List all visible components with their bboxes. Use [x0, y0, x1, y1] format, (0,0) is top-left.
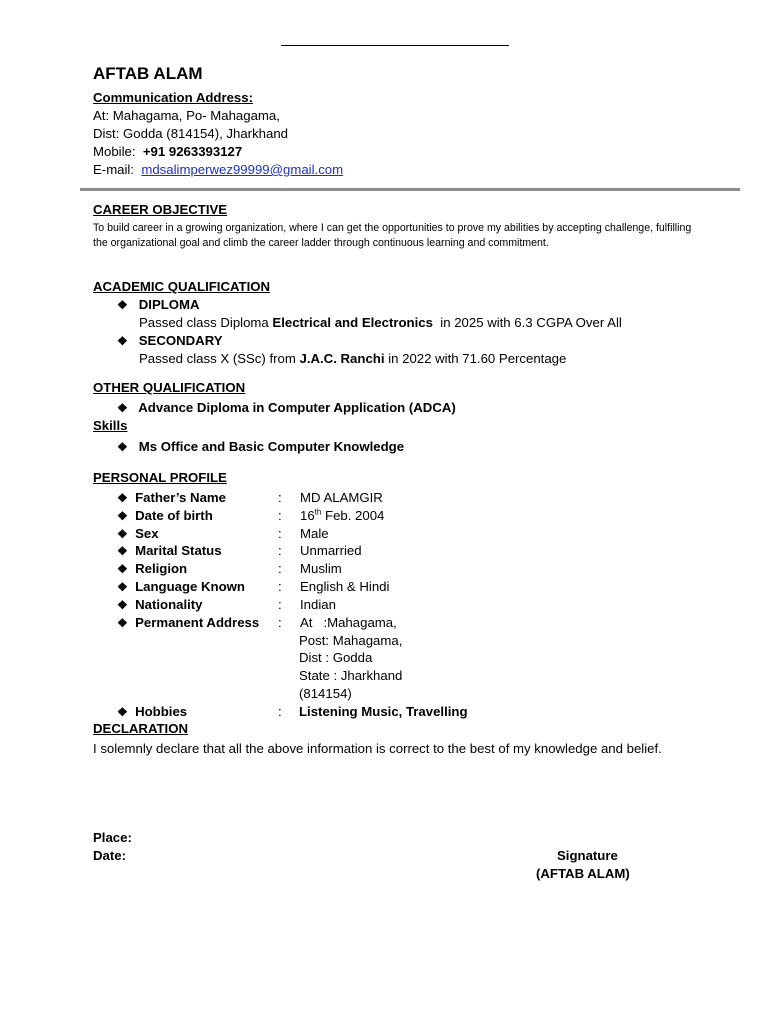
skills-heading: Skills: [93, 418, 128, 433]
other-qualification-heading: OTHER QUALIFICATION: [93, 380, 246, 395]
profile-value: Listening Music, Travelling: [299, 704, 468, 719]
academic-item-diploma: [117, 297, 200, 312]
address-extra-line: (814154): [299, 686, 352, 701]
profile-value: [300, 508, 384, 523]
date-label: Date:: [93, 848, 126, 863]
declaration-text: I solemnly declare that all the above information is correct to the best of my knowledge and belief.: [93, 741, 662, 756]
profile-row-label: [117, 561, 187, 576]
top-rule: [281, 45, 509, 46]
other-qualification-text: Advance Diploma in Computer Application (ADCA): [138, 400, 456, 415]
profile-colon: :: [278, 490, 282, 505]
header-divider: [80, 188, 740, 191]
profile-value: Indian: [300, 597, 336, 612]
bullet-icon: ❖: [117, 544, 128, 558]
bullet-icon: ❖: [117, 509, 128, 523]
skills-text: Ms Office and Basic Computer Knowledge: [138, 439, 405, 454]
address-extra-line: State : Jharkhand: [299, 668, 403, 683]
profile-value: Muslim: [300, 561, 342, 576]
academic-item-secondary: [117, 333, 223, 348]
dob-month-year: Feb. 2004: [321, 508, 385, 523]
email-label: E-mail:: [93, 162, 135, 177]
profile-row-label: [117, 508, 213, 523]
dob-suffix: th: [314, 507, 322, 517]
career-objective-heading: CAREER OBJECTIVE: [93, 202, 228, 217]
profile-colon: :: [278, 704, 282, 719]
address-label: Communication Address:: [93, 90, 253, 105]
profile-label-text: Date of birth: [135, 508, 213, 523]
detail-post: in 2022 with 71.60 Percentage: [388, 351, 567, 366]
profile-label-text: Sex: [135, 526, 159, 541]
profile-value: Unmarried: [300, 543, 362, 558]
email-link[interactable]: mdsalimperwez99999@gmail.com: [141, 162, 344, 177]
profile-row-label: [117, 704, 187, 719]
career-objective-text: To build career in a growing organization, where I can get the opportunities to prove my abilities by accepting challenge, fulfilling the organizational goal and climb the career ladder through continuous learning and commitment.: [93, 222, 692, 250]
address-extra-line: Post: Mahagama,: [299, 633, 403, 648]
detail-bold: J.A.C. Ranchi: [299, 351, 385, 366]
declaration-heading: DECLARATION: [93, 721, 188, 736]
detail-bold: Electrical and Electronics: [272, 315, 433, 330]
profile-colon: :: [278, 543, 282, 558]
address-line-2: Dist: Godda (814154), Jharkhand: [93, 126, 288, 141]
place-label: Place:: [93, 830, 132, 845]
profile-label-text: Permanent Address: [135, 615, 260, 630]
bullet-icon: ❖: [117, 334, 128, 348]
profile-label-text: Marital Status: [135, 543, 222, 558]
profile-value: MD ALAMGIR: [300, 490, 383, 505]
detail-post: in 2025 with 6.3 CGPA Over All: [440, 315, 622, 330]
academic-item-detail: [139, 351, 566, 366]
profile-colon: :: [278, 561, 282, 576]
profile-colon: :: [278, 597, 282, 612]
address-line-1: At: Mahagama, Po- Mahagama,: [93, 108, 280, 123]
address-extra-line: Dist : Godda: [299, 650, 373, 665]
mobile-label: Mobile:: [93, 144, 136, 159]
candidate-name: AFTAB ALAM: [93, 64, 203, 83]
profile-label-text: Nationality: [135, 597, 203, 612]
mobile-number: +91 9263393127: [142, 144, 243, 159]
profile-value: At :Mahagama,: [300, 615, 397, 630]
mobile-line: [93, 144, 242, 159]
bullet-icon: ❖: [117, 598, 128, 612]
academic-item-title: SECONDARY: [138, 333, 223, 348]
bullet-icon: ❖: [117, 491, 128, 505]
detail-pre: Passed class Diploma: [139, 315, 269, 330]
profile-label-text: Religion: [135, 561, 188, 576]
personal-profile-heading: PERSONAL PROFILE: [93, 470, 227, 485]
bullet-icon: ❖: [117, 562, 128, 576]
signature-name: (AFTAB ALAM): [536, 866, 630, 881]
profile-row-label: [117, 615, 259, 630]
academic-heading: ACADEMIC QUALIFICATION: [93, 279, 271, 294]
profile-row-label: [117, 490, 226, 505]
profile-colon: :: [278, 579, 282, 594]
profile-label-text: Hobbies: [135, 704, 188, 719]
bullet-icon: ❖: [117, 705, 128, 719]
skills-item: [117, 439, 404, 454]
bullet-icon: ❖: [117, 527, 128, 541]
bullet-icon: ❖: [117, 580, 128, 594]
profile-label-text: Father’s Name: [135, 490, 226, 505]
other-qualification-item: [117, 400, 456, 415]
academic-item-title: DIPLOMA: [138, 297, 200, 312]
profile-label-text: Language Known: [135, 579, 245, 594]
profile-row-label: [117, 543, 222, 558]
detail-pre: Passed class X (SSc) from: [139, 351, 296, 366]
dob-day: 16: [300, 508, 315, 523]
bullet-icon: ❖: [117, 298, 128, 312]
profile-value: English & Hindi: [300, 579, 390, 594]
profile-row-label: [117, 597, 203, 612]
bullet-icon: ❖: [117, 616, 128, 630]
profile-colon: :: [278, 615, 282, 630]
profile-colon: :: [278, 526, 282, 541]
bullet-icon: ❖: [117, 440, 128, 454]
email-line: [93, 162, 343, 177]
profile-row-label: [117, 579, 245, 594]
signature-label: Signature: [557, 848, 618, 863]
bullet-icon: ❖: [117, 401, 128, 415]
profile-value: Male: [300, 526, 329, 541]
profile-row-label: [117, 526, 159, 541]
academic-item-detail: [139, 315, 622, 330]
profile-colon: :: [278, 508, 282, 523]
